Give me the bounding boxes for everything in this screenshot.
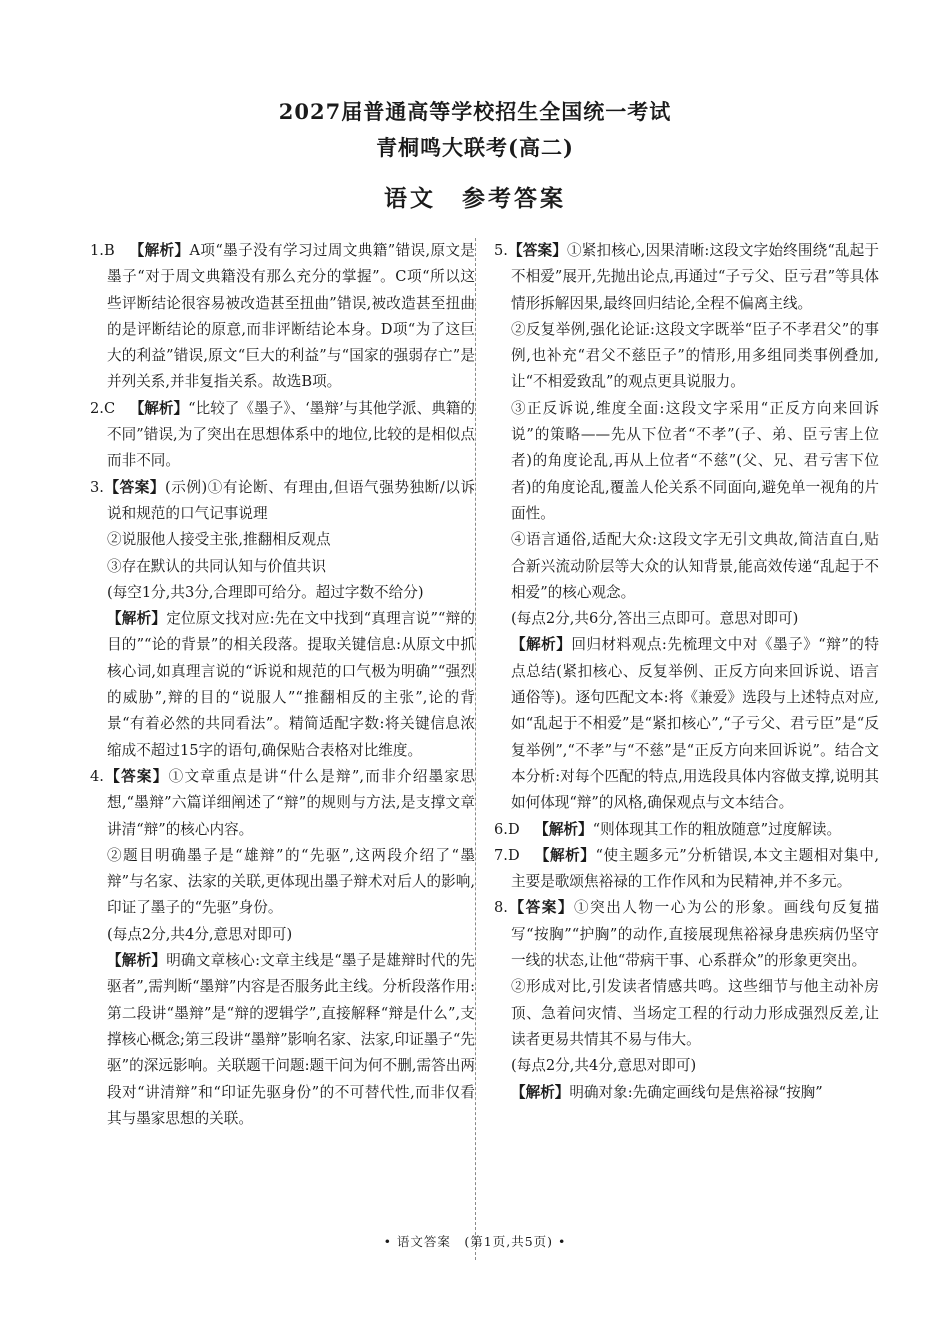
section-tag: 【解析】 <box>107 952 167 970</box>
answer-text: A项“墨子没有学习过周文典籍”错误,原文是墨子“对于周文典籍没有那么充分的掌握”。C项“所以这些评断结论很容易被改造甚至扭曲”错误,被改造甚至扭曲的是评断结论的原意,而非评断结论本身。D项“为了这巨大的利益”错误,原文“巨大的利益”与“国家的强弱存亡”是并列关系,并非复指关系。故选B项。 <box>107 242 475 391</box>
choice-answer: D <box>507 846 520 864</box>
left-column <box>90 238 475 1132</box>
answer-text: ①突出人物一心为公的形象。画线句反复描写“按胸”“护胸”的动作,直接展现焦裕禄身患疾病仍坚守一线的状态,让他“带病干事、心系群众”的形象更突出。 <box>511 899 879 970</box>
answer-item <box>90 238 475 396</box>
answer-item <box>494 843 879 896</box>
question-number: 1. <box>90 242 104 259</box>
answer-item <box>494 817 879 843</box>
answer-paragraph <box>494 396 879 527</box>
answer-item <box>494 238 879 317</box>
section-tag: 【解析】 <box>511 1083 570 1101</box>
section-tag: 【答案】 <box>103 478 165 496</box>
exam-subtitle: 青桐鸣大联考(高二) <box>376 135 574 160</box>
answer-text: ③存在默认的共同认知与价值共识 <box>107 557 326 575</box>
answer-text: 明确对象:先确定画线句是焦裕禄“按胸” <box>569 1083 823 1101</box>
answer-text: ②说服他人接受主张,推翻相反观点 <box>107 531 331 549</box>
answer-paragraph <box>90 606 475 764</box>
answer-paragraph <box>90 948 475 1132</box>
answer-text: ②形成对比,引发读者情感共鸣。这些细节与他主动补房顶、急着问灾情、当场定工程的行动力形成强烈反差,让读者更易共情其不易与伟大。 <box>511 978 879 1048</box>
answer-item <box>90 764 475 843</box>
section-tag: 【答案】 <box>507 899 575 917</box>
answer-text: ①紧扣核心,因果清晰:这段文字始终围绕“乱起于不相爱”展开,先抛出论点,再通过“子亏父、臣亏君”等具体情形拆解因果,最终回归结论,全程不偏离主线。 <box>511 242 879 312</box>
answer-paragraph <box>90 527 475 553</box>
question-number: 3. <box>90 478 104 496</box>
answer-text: 明确文章核心:文章主线是“墨子是雄辩时代的先驱者”,需判断“墨辩”内容是否服务此主线。分析段落作用:第二段讲“墨辩”是“辩的逻辑学”,直接解释“辩是什么”,支撑核心概念;第三段讲“墨辩”影响名家、法家,印证墨子“先驱”的深远影响。关联题干问题:题干问为何不删,需答出两段对“讲清辩”和“印证先驱身份”的不可替代性,而非仅看其与墨家思想的关联。 <box>107 952 475 1127</box>
answer-text: 定位原文找对应:先在文中找到“真理言说”“辩的目的”“论的背景”的相关段落。提取关键信息:从原文中抓核心词,如真理言说的“诉说和规范的口气极为明确”“强烈的威胁”,辩的目的“说服人”“推翻相反的主张”,论的背景“有着必然的共同看法”。精简适配字数:将关键信息浓缩成不超过15字的语句,确保贴合表格对比维度。 <box>107 610 475 759</box>
exam-title: 2027届普通高等学校招生全国统一考试 <box>278 99 672 124</box>
subject-heading: 语文 参考答案 <box>384 185 566 212</box>
answer-paragraph <box>494 317 879 396</box>
answer-item <box>90 475 475 528</box>
answer-text: 回归材料观点:先梳理文中对《墨子》“辩”的特点总结(紧扣核心、反复举例、正反方向来回诉说、语言通俗等)。逐句匹配文本:将《兼爱》选段与上述特点对应,如“乱起于不相爱”是“紧扣核心”,“子亏父、君亏臣”是“反复举例”,“不孝”与“不慈”是“正反方向来回诉说”。结合文本分析:对每个匹配的特点,用选段具体内容做支撑,说明其如何体现“辩”的风格,确保观点与文本结合。 <box>511 636 879 812</box>
right-column <box>494 238 879 1106</box>
answer-text: ③正反诉说,维度全面:这段文字采用“正反方向来回诉说”的策略——先从下位者“不孝”(子、弟、臣亏害上位者)的角度论乱,再从上位者“不慈”(父、兄、君亏害下位者)的角度论乱,覆盖人伦关系不同面向,避免单一视角的片面性。 <box>511 399 879 522</box>
section-tag: 【答案】 <box>103 767 169 785</box>
question-number: 4. <box>90 767 104 785</box>
answer-text: ②反复举例,强化论证:这段文字既举“臣子不孝君父”的事例,也补充“君父不慈臣子”的情形,用多组同类事例叠加,让“不相爱致乱”的观点更具说服力。 <box>511 320 879 391</box>
answer-text: “使主题多元”分析错误,本文主题相对集中,主要是歌颂焦裕禄的工作作风和为民精神,并不多元。 <box>511 846 879 891</box>
section-tag: 【解析】 <box>534 846 596 864</box>
answer-text: (每点2分,共4分,意思对即可) <box>511 1057 697 1075</box>
answer-text: ①文章重点是讲“什么是辩”,而非介绍墨家思想,“墨辩”六篇详细阐述了“辩”的规则与方法,是支撑文章讲清“辩”的核心内容。 <box>107 767 475 838</box>
answer-text: ②题目明确墨子是“雄辩”的“先驱”,这两段介绍了“墨辩”与名家、法家的关联,更体现出墨子辩术对后人的影响,印证了墨子的“先驱”身份。 <box>107 846 475 917</box>
answer-paragraph <box>90 554 475 580</box>
answer-paragraph <box>90 922 475 948</box>
question-number: 2. <box>90 399 104 417</box>
question-number: 6. <box>494 820 508 838</box>
answer-item <box>494 895 879 974</box>
section-tag: 【解析】 <box>511 636 572 654</box>
answer-item <box>90 396 475 475</box>
answer-paragraph <box>90 843 475 922</box>
section-tag: 【解析】 <box>129 242 190 259</box>
page-footer: • 语文答案 (第1页,共5页) • <box>383 1234 567 1249</box>
answer-text: (示例)①有论断、有理由,但语气强势独断/以诉说和规范的口气记事说理 <box>107 478 475 522</box>
question-number: 5. <box>494 242 508 259</box>
section-tag: 【答案】 <box>507 242 568 259</box>
answer-text: (每点2分,共4分,意思对即可) <box>107 925 293 943</box>
question-number: 8. <box>494 899 508 917</box>
answer-paragraph <box>494 632 879 816</box>
answer-text: “则体现其工作的粗放随意”过度解读。 <box>592 820 842 838</box>
answer-text: (每空1分,共3分,合理即可给分。超过字数不给分) <box>107 583 424 601</box>
answer-text: “比较了《墨子》、‘墨辩’与其他学派、典籍的不同”错误,为了突出在思想体系中的地位,比较的是相似点而非不同。 <box>107 399 475 470</box>
answer-paragraph <box>494 606 879 632</box>
answer-paragraph <box>494 527 879 606</box>
choice-answer: B <box>103 242 115 259</box>
section-tag: 【解析】 <box>107 610 167 628</box>
section-tag: 【解析】 <box>534 820 593 838</box>
answer-paragraph <box>494 974 879 1053</box>
answer-text: ④语言通俗,适配大众:这段文字无引文典故,简洁直白,贴合新兴流动阶层等大众的认知背景,能高效传递“乱起于不相爱”的核心观念。 <box>511 531 879 601</box>
column-divider <box>475 238 476 1260</box>
answer-paragraph <box>494 1080 879 1106</box>
question-number: 7. <box>494 846 508 864</box>
answer-paragraph <box>494 1053 879 1079</box>
section-tag: 【解析】 <box>129 399 189 417</box>
answer-text: (每点2分,共6分,答出三点即可。意思对即可) <box>511 610 799 628</box>
answer-paragraph <box>90 580 475 606</box>
choice-answer: D <box>507 820 520 838</box>
choice-answer: C <box>103 399 116 417</box>
